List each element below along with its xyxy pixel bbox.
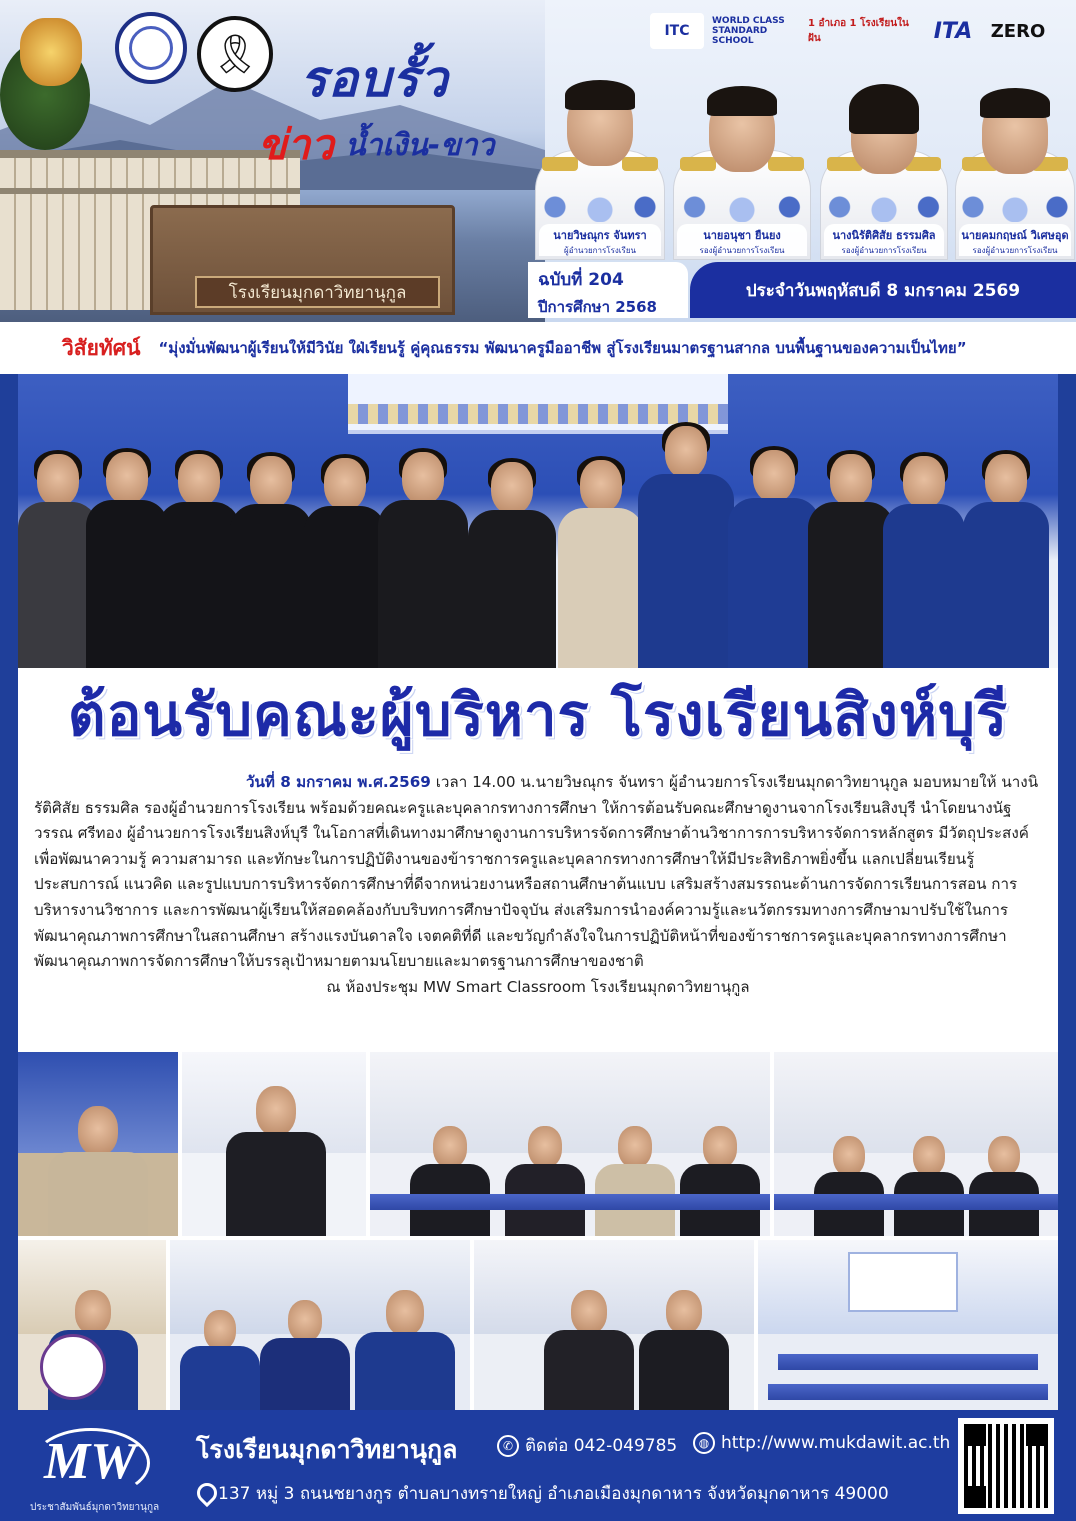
executive-card [535, 64, 665, 260]
footer-address [196, 1480, 889, 1507]
projection-screen [848, 1252, 958, 1312]
qr-code[interactable] [958, 1418, 1054, 1514]
article-body [18, 760, 1058, 1052]
headline-block [18, 668, 1058, 760]
group-photo-person [638, 426, 734, 674]
article-venue: ณ ห้องประชุม MW Smart Classroom โรงเรียนมุกดาวิทยานุกูล [326, 977, 750, 996]
issue-info [528, 262, 688, 318]
phone-text: ติดต่อ 042-049785 [525, 1436, 678, 1456]
photo-speaker-1 [18, 1052, 178, 1236]
school-logo-stamp [40, 1334, 106, 1400]
newsletter-header [0, 0, 1076, 322]
executive-name: นายวิษณุกร จันทรา [553, 229, 647, 242]
group-photo-person [304, 458, 386, 674]
executive-role: รองผู้อำนวยการโรงเรียน [841, 246, 927, 255]
executive-card [955, 64, 1075, 260]
footer-school-name: โรงเรียนมุกดาวิทยานุกูล [196, 1435, 458, 1464]
vision-statement: “มุ่งมั่นพัฒนาผู้เรียนให้มีวินัย ใฝ่เรียนรู้ คู่คุณธรรม พัฒนาครูมืออาชีพ สู่โรงเรียนมาตรฐานสากล บนพื้นฐานของความเป็นไทย” [158, 339, 967, 357]
photo-speaker-2 [182, 1052, 366, 1236]
photo-grid [18, 1052, 1058, 1410]
footer-website[interactable] [693, 1432, 950, 1454]
address-text: 137 หมู่ 3 ถนนชยางกูร ตำบลบางทรายใหญ่ อำเภอเมืองมุกดาหาร จังหวัดมุกดาหาร 49000 [218, 1484, 889, 1504]
phone-icon: ✆ [497, 1435, 519, 1457]
photo-speaker-3 [18, 1240, 166, 1410]
photo-head-table [370, 1052, 770, 1236]
school-logo [115, 12, 187, 84]
website-link[interactable]: http://www.mukdawit.ac.th [721, 1433, 951, 1453]
itc-badge: ITC [650, 13, 704, 49]
executive-name: นายคมกฤษณ์ วิเศษอุด [961, 229, 1069, 242]
group-photo-person [158, 454, 240, 674]
issue-number: ฉบับที่ 204 [538, 270, 624, 290]
photo-staff-table [774, 1052, 1058, 1236]
pr-logo [22, 1426, 172, 1496]
award-badges [650, 10, 1070, 52]
mourning-ribbon-icon: 🎗 [197, 16, 273, 92]
location-pin-icon [196, 1483, 212, 1505]
issue-date: ประจำวันพฤหัสบดี 8 มกราคม 2569 [690, 262, 1076, 318]
executive-card [673, 64, 811, 260]
footer-phone [497, 1432, 677, 1459]
group-photo-person [378, 452, 468, 674]
main-group-photo [18, 374, 1058, 674]
group-photo-person [558, 460, 644, 674]
article-text: เวลา 14.00 น.นายวิษณุกร จันทรา ผู้อำนวยการโรงเรียนมุกดาวิทยานุกูล มอบหมายให้ นางนิรัติศิสัย ธรรมศิล รองผู้อำนวยการโรงเรียน พร้อมด้วยคณะครูและบุคลากรทางการศึกษา ให้การต้อนรับคณะศึกษาดูงานจากโรงเรียนสิงบุรี นำโดยนางนัฐวรรณ ศรีทอง ผู้อำนวยการโรงเรียนสิงห์บุรี ในโอกาสที่เดินทางมาศึกษาดูงานการบริหารจัดการศึกษาด้านวิชาการการบริหารจัดการหลักสูตร มีวัตถุประสงค์เพื่อพัฒนาความรู้ ความสามารถ และทักษะในการปฏิบัติงานของข้าราชการครูและบุคลากรทางการศึกษาให้มีประสิทธิภาพยิ่งขึ้น แลกเปลี่ยนเรียนรู้ประสบการณ์ แนวคิด และรูปแบบการบริหารจัดการศึกษาที่ดีจากหน่วยงานหรือสถานศึกษาต้นแบบ เสริมสร้างสมรรถนะด้านการจัดการเรียนการสอน การบริหารงานวิชาการ และการพัฒนาผู้เรียนให้สอดคล้องกับบริบทการศึกษาปัจจุบัน ส่งเสริมการนำองค์ความรู้และนวัตกรรมทางการศึกษามาปรับใช้ในการพัฒนาคุณภาพการศึกษาในสถานศึกษา สร้างแรงบันดาลใจ เจตคติที่ดี และขวัญกำลังใจในการปฏิบัติหน้าที่ของข้าราชการครูและบุคลากรทางการศึกษาพัฒนาคุณภาพการจัดการศึกษาให้บรรลุเป้าหมายตามนโยบายและมาตรฐานการศึกษาของชาติ [34, 773, 1039, 971]
group-photo-person [883, 456, 965, 674]
article-paragraph [34, 770, 1042, 975]
vision-label: วิสัยทัศน์ [62, 335, 141, 360]
executive-name: นางนิรัติศิสัย ธรรมศิล [832, 229, 936, 242]
group-photo-person [468, 462, 556, 674]
photo-visitors-1 [170, 1240, 470, 1410]
headline: ต้อนรับคณะผู้บริหาร โรงเรียนสิงห์บุรี [67, 680, 1009, 749]
executive-portraits [525, 60, 1076, 260]
group-photo-person [230, 456, 312, 674]
executive-role: ผู้อำนวยการโรงเรียน [564, 246, 636, 255]
footer [0, 1410, 1076, 1521]
academic-year: ปีการศึกษา 2568 [538, 298, 657, 316]
ministry-emblem-logo [20, 18, 82, 86]
group-photo-person [963, 454, 1049, 674]
world-class-badge: WORLD CLASS STANDARD SCHOOL [712, 16, 785, 46]
photo-visitors-2 [474, 1240, 754, 1410]
article-dateline: วันที่ 8 มกราคม พ.ศ.2569 [246, 773, 431, 791]
vision-bar [0, 322, 1076, 374]
group-photo-person [728, 450, 820, 674]
newsletter-title: รอบรั้ว [300, 50, 449, 108]
executive-role: รองผู้อำนวยการโรงเรียน [972, 246, 1058, 255]
mw-logo-text: MW [44, 1433, 137, 1490]
executive-card [820, 64, 948, 260]
executive-name: นายอนุชา ยืนยง [703, 229, 781, 242]
ita-badge: ITA [933, 18, 973, 44]
pr-unit-label: ประชาสัมพันธ์มุกดาวิทยานุกูล [30, 1502, 160, 1513]
executive-role: รองผู้อำนวยการโรงเรียน [699, 246, 785, 255]
group-photo-person [86, 452, 168, 674]
newsletter-title-blue: น้ำเงิน-ขาว [345, 128, 495, 163]
globe-icon: ◍ [693, 1432, 715, 1454]
newsletter-title-red: ข่าว [258, 120, 334, 169]
school-gate-sign: โรงเรียนมุกดาวิทยานุกูล [195, 276, 440, 308]
one-district-badge: 1 อำเภอ 1 โรงเรียนในฝัน [808, 18, 909, 44]
group-photo-person [808, 454, 894, 674]
zero-tolerance-badge: ZERO [990, 20, 1046, 42]
photo-meeting-room [758, 1240, 1058, 1410]
